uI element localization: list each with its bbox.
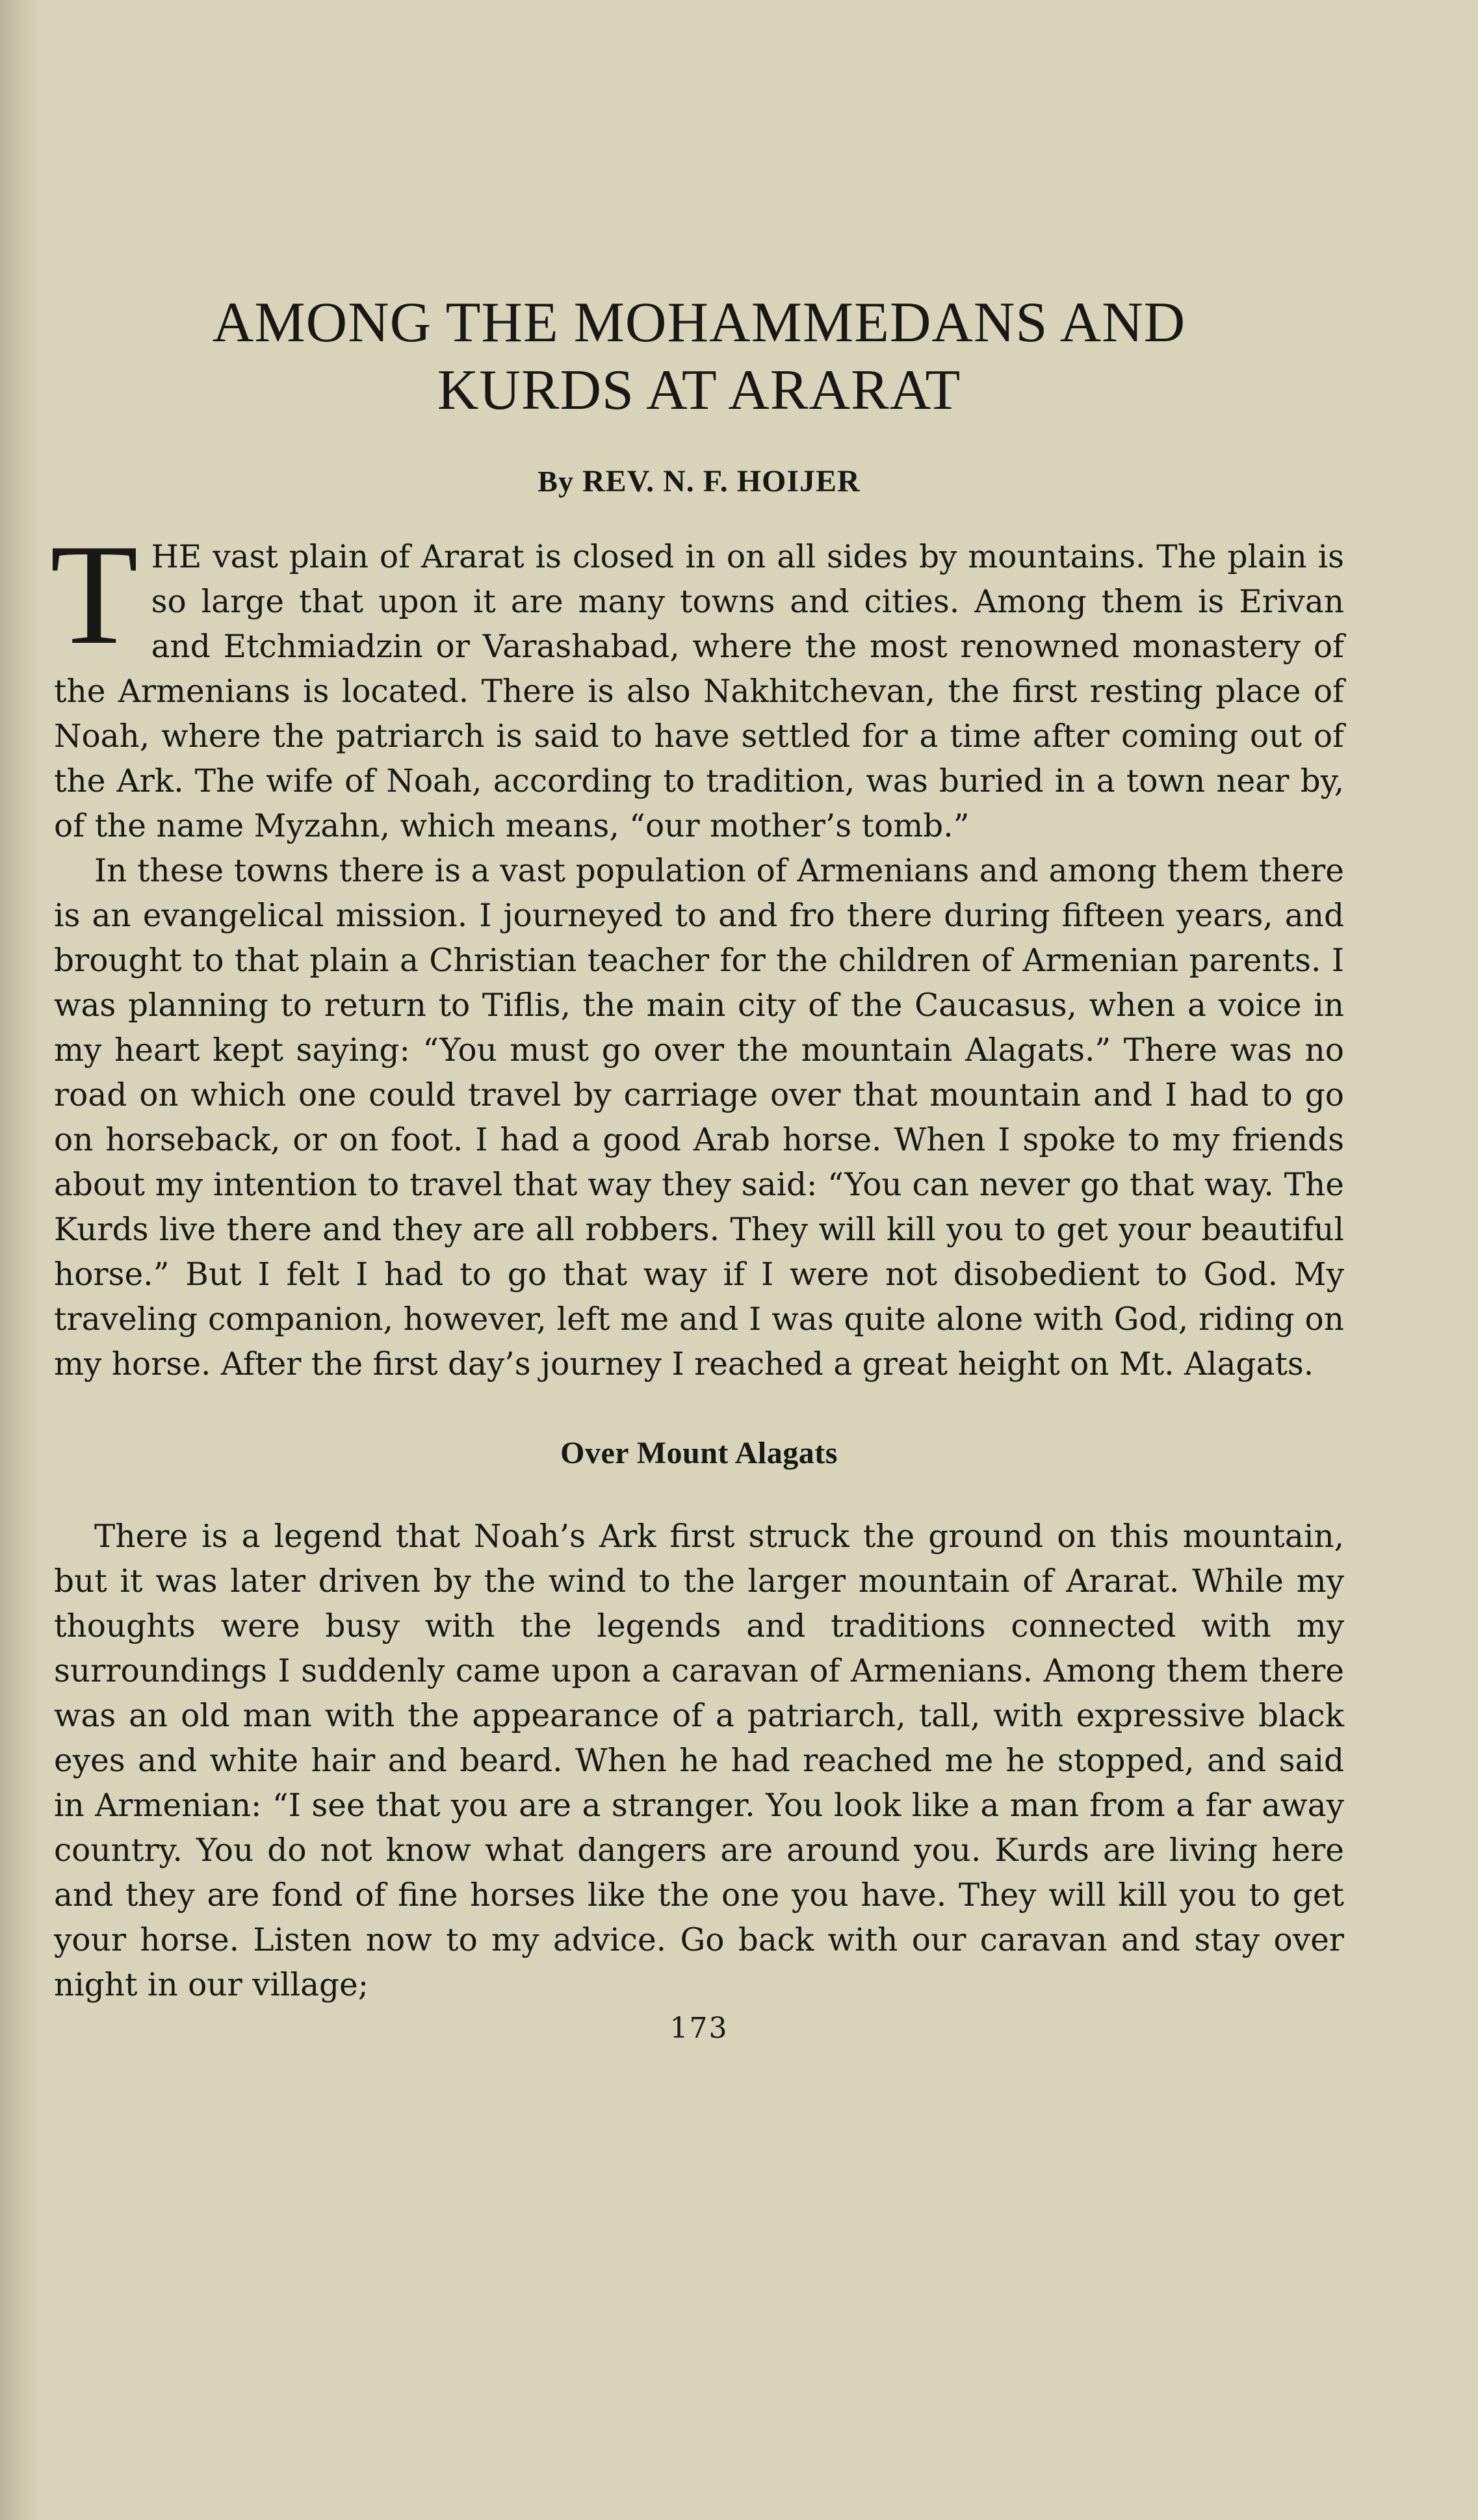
paragraph-1 bbox=[50, 515, 1344, 849]
page-edge-shadow bbox=[0, 0, 39, 2520]
byline-prefix: By bbox=[538, 465, 574, 498]
section-heading: Over Mount Alagats bbox=[560, 1436, 838, 1470]
paragraph-2: In these towns there is a vast population of Armenians and among them there is an evangelical mission. I journeyed to and fro there during fifteen years, and brought to that plain a Christian teacher for the children of Armenian parents. I was planning to return to Tiflis, the main city of the Caucasus, when a voice in my heart kept saying: “You must go over the mountain Alagats.” There was no road on which one could travel by carriage over that mountain and I had to go on horseback, or on foot. I had a good Arab horse. When I spoke to my friends about my intention to travel that way they said: “You can never go that way. The Kurds live there and they are all robbers. They will kill you to get your beautiful horse.” But I felt I had to go that way if I were not disobedient to God. My traveling companion, however, left me and I was quite alone with God, riding on my horse. After the first day’s journey I reached a great height on Mt. Alagats. bbox=[54, 853, 1344, 1383]
page-number: 173 bbox=[669, 2012, 729, 2045]
title-line-1: AMONG THE MOHAMMEDANS AND bbox=[212, 291, 1186, 354]
drop-cap: T bbox=[50, 515, 138, 675]
byline bbox=[54, 462, 1344, 501]
paragraph-1-text: HE vast plain of Ararat is closed in on all sides by mountains. The plain is so large that upon it are many towns and cities. Among them is Erivan and Etchmiadzin or Varashabad, where the most renowned monastery of the Armenians is located. There is also Nakhitchevan, the first resting place of Noah, where the patriarch is said to have settled for a time after coming out of the Ark. The wife of Noah, according to tradition, was buried in a town near by, of the name Myzahn, which means, “our mother’s tomb.” bbox=[54, 539, 1344, 844]
book-page bbox=[50, 289, 1344, 2048]
article-title bbox=[54, 289, 1344, 424]
title-line-2: KURDS AT ARARAT bbox=[437, 359, 961, 422]
paragraph-3: There is a legend that Noah’s Ark first struck the ground on this mountain, but it was later driven by the wind to the larger mountain of Ararat. While my thoughts were busy with the legends and traditions connected with my surroundings I suddenly came upon a caravan of Armenians. Among them there was an old man with the appearance of a patriarch, tall, with expressive black eyes and white hair and beard. When he had reached me he stopped, and said in Armenian: “I see that you are a stranger. You look like a man from a far away country. You do not know what dangers are around you. Kurds are living here and they are fond of fine horses like the one you have. They will kill you to get your horse. Listen now to my advice. Go back with our caravan and stay over night in our village; bbox=[54, 1518, 1344, 2003]
author-name: REV. N. F. HOIJER bbox=[582, 464, 861, 499]
